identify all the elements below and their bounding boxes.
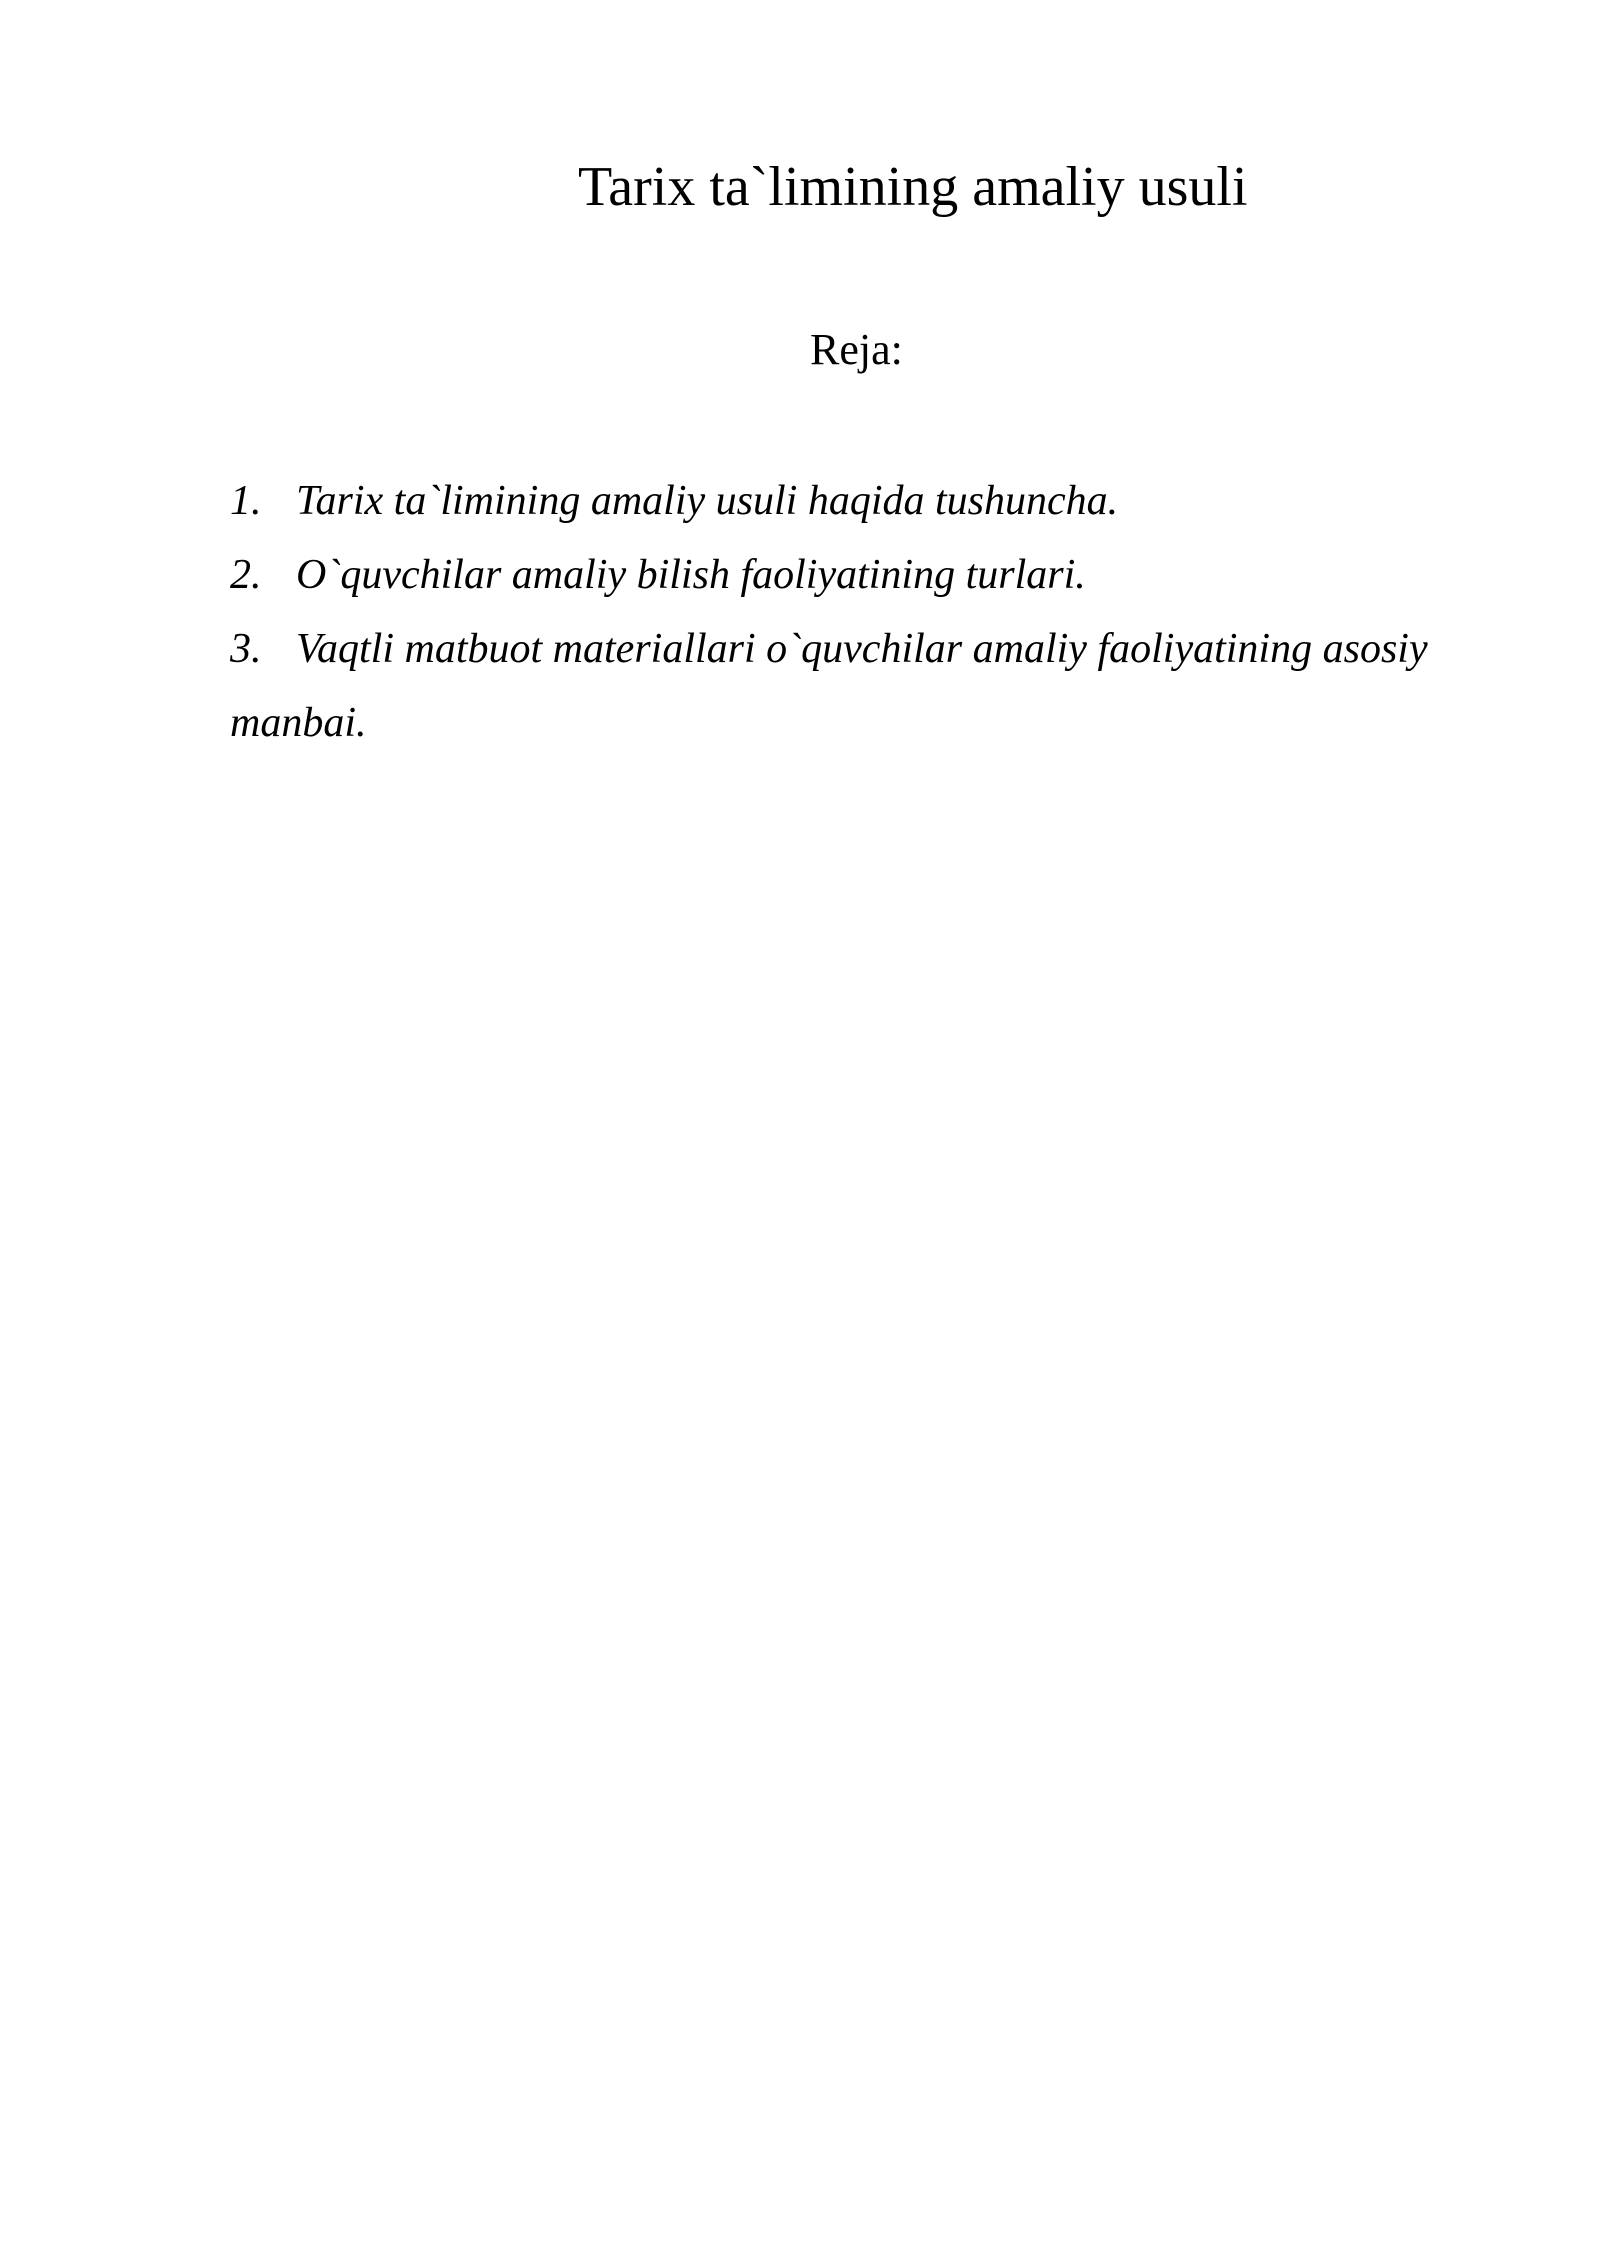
plan-item [230,612,1470,760]
plan-item [230,538,1470,612]
plan-item [230,464,1470,538]
plan-heading: Reja: [810,325,903,374]
plan-list [230,464,1470,760]
plan-item-number: 3. [230,626,262,672]
plan-item-number: 2. [230,552,262,598]
plan-item-text: O`quvchilar amaliy bilish faoliyatining turlari. [296,552,1086,598]
plan-item-text: Tarix ta`limining amaliy usuli haqida tushuncha. [296,478,1119,524]
plan-item-text: Vaqtli matbuot materiallari o`quvchilar amaliy faoliyatining asosiy manbai. [230,626,1428,746]
plan-item-number: 1. [230,478,262,524]
document-title: Tarix ta`limining amaliy usuli [578,156,1248,218]
